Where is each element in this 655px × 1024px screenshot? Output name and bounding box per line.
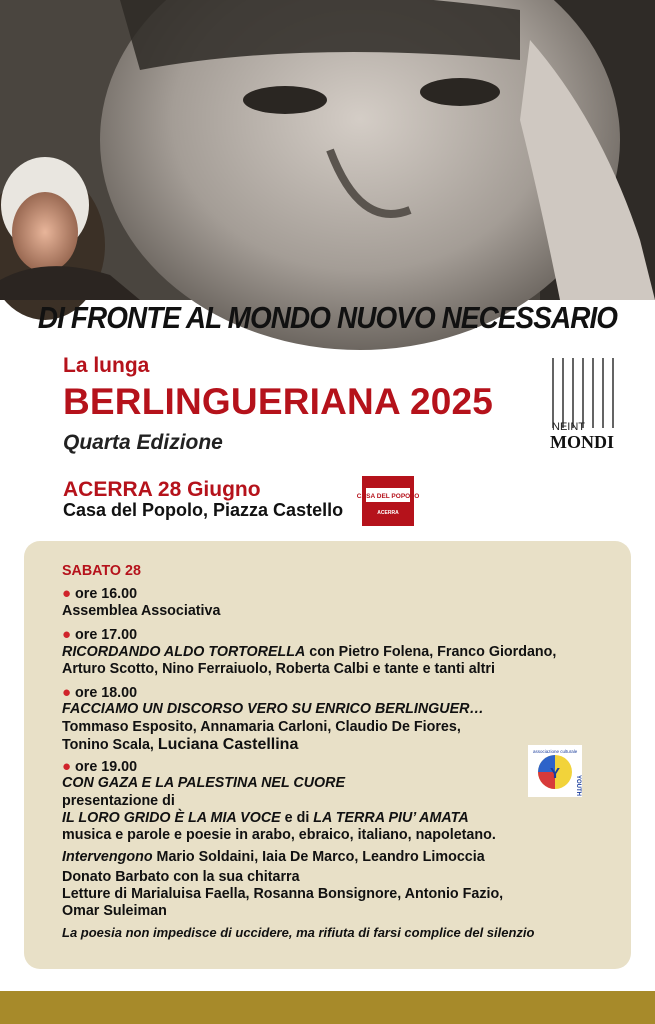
program-item-4-intro: presentazione di — [62, 793, 175, 809]
event-pretitle: La lunga — [63, 354, 150, 377]
program-item-4-title: CON GAZA E LA PALESTINA NEL CUORE — [62, 775, 346, 791]
event-address: Casa del Popolo, Piazza Castello — [63, 500, 344, 520]
mondi-logo — [549, 356, 623, 451]
event-title: BERLINGUERIANA 2025 — [63, 381, 494, 422]
casa-logo-line1: CASA DEL POPOLO — [356, 493, 420, 500]
program-item-4-readings-2: Omar Suleiman — [62, 903, 167, 919]
program-item-3-speakers: Tommaso Esposito, Annamaria Carloni, Claudio De Fiores, — [62, 719, 461, 735]
casa-logo-line2: ACERRA — [377, 510, 399, 516]
headline: DI FRONTE AL MONDO NUOVO NECESSARIO — [37, 300, 618, 335]
youth-logo-word: YOUTH — [575, 775, 581, 796]
program-item-1-time: ● ore 16.00 — [62, 585, 138, 602]
bullet-icon: ● — [62, 684, 72, 701]
program-item-4-music: Donato Barbato con la sua chitarra — [62, 869, 300, 885]
program-item-3-title: FACCIAMO UN DISCORSO VERO SU ENRICO BERLINGUER… — [62, 701, 484, 717]
program-item-2-speakers: Arturo Scotto, Nino Ferraiuolo, Roberta Calbi e tante e tanti altri — [62, 661, 495, 677]
casa-del-popolo-logo — [356, 476, 420, 526]
program-item-4-languages: musica e parole e poesie in arabo, ebraico, italiano, napoletano. — [62, 827, 496, 843]
program-quote: La poesia non impedisce di uccidere, ma rifiuta di farsi complice del silenzio — [62, 925, 535, 940]
mondi-logo-bottom: MONDI — [550, 432, 614, 452]
program-item-2-time: ● ore 17.00 — [62, 626, 138, 643]
program-item-3-time: ● ore 18.00 — [62, 684, 138, 701]
header-photo — [0, 0, 655, 300]
youth-logo-arc: associazione culturale — [533, 749, 578, 754]
program-item-4-books: IL LORO GRIDO È LA MIA VOCE e di LA TERRA PIU’ AMATA — [62, 810, 469, 826]
svg-text:Y: Y — [549, 765, 561, 782]
program-item-1-text: Assemblea Associativa — [62, 603, 221, 619]
program-day: SABATO 28 — [62, 563, 141, 579]
program-item-2-title: RICORDANDO ALDO TORTORELLA con Pietro Folena, Franco Giordano, — [62, 644, 557, 660]
bottom-bar — [0, 991, 655, 1024]
program-item-4-speakers: Intervengono Mario Soldaini, Iaia De Marco, Leandro Limoccia — [62, 849, 485, 865]
bullet-icon: ● — [62, 626, 72, 643]
bullet-icon: ● — [62, 585, 72, 602]
mondi-logo-top: NEINT — [552, 421, 585, 433]
program-item-3-speakers-2: Tonino Scala, Luciana Castellina — [62, 736, 299, 753]
event-edition: Quarta Edizione — [63, 431, 223, 454]
bullet-icon: ● — [62, 758, 72, 775]
event-city-date: ACERRA 28 Giugno — [63, 478, 261, 501]
youth-association-logo — [528, 745, 582, 797]
program-item-4-time: ● ore 19.00 — [62, 758, 138, 775]
program-item-4-readings: Letture di Marialuisa Faella, Rosanna Bonsignore, Antonio Fazio, — [62, 886, 504, 902]
